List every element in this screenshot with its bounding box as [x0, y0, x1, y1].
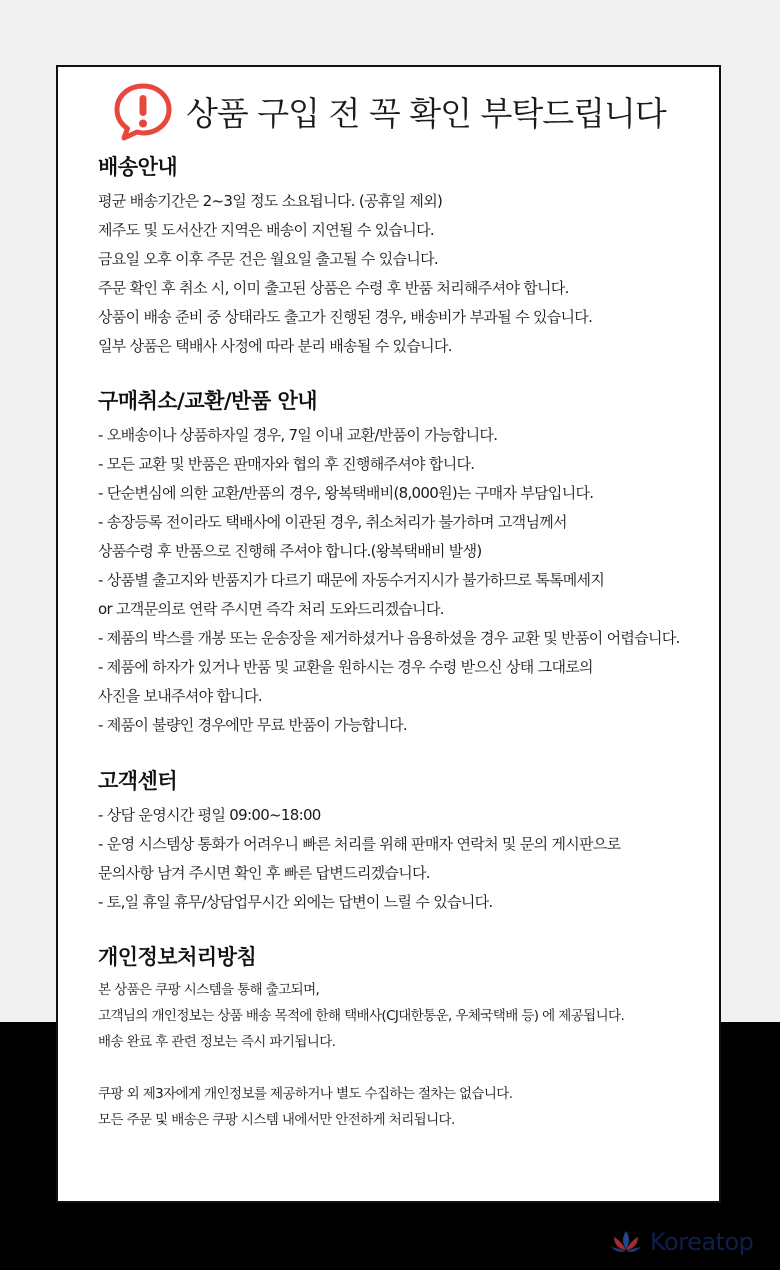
returns-line: - 모든 교환 및 반품은 판매자와 협의 후 진행해주셔야 합니다.	[98, 455, 475, 473]
shipping-heading: 배송안내	[98, 155, 178, 179]
alert-speech-bubble-icon	[112, 81, 174, 141]
returns-line: 사진을 보내주셔야 합니다.	[98, 687, 262, 705]
watermark-text: Koreatop	[650, 1228, 754, 1256]
support-heading: 고객센터	[98, 769, 178, 793]
support-line: - 토,일 휴일 휴무/상담업무시간 외에는 답변이 느릴 수 있습니다.	[98, 893, 493, 911]
returns-line: - 제품에 하자가 있거나 반품 및 교환을 원하시는 경우 수령 받으신 상태 그대로의	[98, 658, 593, 676]
paragraph-gap	[98, 1055, 728, 1081]
privacy-heading: 개인정보처리방침	[98, 945, 257, 969]
returns-line: - 송장등록 전이라도 택배사에 이관된 경우, 취소처리가 불가하며 고객님께서	[98, 513, 567, 531]
shipping-section	[98, 151, 728, 361]
privacy-line: 본 상품은 쿠팡 시스템을 통해 출고되며,	[98, 982, 320, 998]
support-line: 문의사항 남겨 주시면 확인 후 빠른 답변드리겠습니다.	[98, 864, 430, 882]
returns-line: - 제품이 불량인 경우에만 무료 반품이 가능합니다.	[98, 716, 407, 734]
shipping-line: 일부 상품은 택배사 사정에 따라 분리 배송될 수 있습니다.	[98, 337, 452, 355]
page-title: 상품 구입 전 꼭 확인 부탁드립니다	[186, 93, 666, 133]
support-line: - 운영 시스템상 통화가 어려우니 빠른 처리를 위해 판매자 연락처 및 문의 게시판으로	[98, 835, 621, 853]
notice-card	[56, 65, 721, 1203]
returns-heading: 구매취소/교환/반품 안내	[98, 389, 318, 413]
privacy-section	[98, 941, 728, 1133]
notice-header	[112, 81, 666, 141]
shipping-line: 평균 배송기간은 2~3일 정도 소요됩니다. (공휴일 제외)	[98, 192, 443, 210]
lotus-logo-icon	[608, 1229, 644, 1255]
returns-line: - 단순변심에 의한 교환/반품의 경우, 왕복택배비(8,000원)는 구매자 부담입니다.	[98, 484, 594, 502]
privacy-line: 모든 주문 및 배송은 쿠팡 시스템 내에서만 안전하게 처리됩니다.	[98, 1112, 455, 1128]
shipping-line: 주문 확인 후 취소 시, 이미 출고된 상품은 수령 후 반품 처리해주셔야 합니다.	[98, 279, 569, 297]
privacy-line: 고객님의 개인정보는 상품 배송 목적에 한해 택배사(CJ대한통운, 우체국택배 등) 에 제공됩니다.	[98, 1008, 625, 1024]
privacy-line: 쿠팡 외 제3자에게 개인정보를 제공하거나 별도 수집하는 절차는 없습니다.	[98, 1086, 513, 1102]
returns-line: - 제품의 박스를 개봉 또는 운송장을 제거하셨거나 음용하셨을 경우 교환 및 반품이 어렵습니다.	[98, 629, 680, 647]
support-line: - 상담 운영시간 평일 09:00~18:00	[98, 806, 321, 824]
support-section	[98, 765, 728, 917]
returns-line: 상품수령 후 반품으로 진행해 주셔야 합니다.(왕복택배비 발생)	[98, 542, 482, 560]
shipping-line: 금요일 오후 이후 주문 건은 월요일 출고될 수 있습니다.	[98, 250, 438, 268]
returns-line: - 상품별 출고지와 반품지가 다르기 때문에 자동수거지시가 불가하므로 톡톡메세지	[98, 571, 605, 589]
watermark	[608, 1228, 753, 1256]
privacy-line: 배송 완료 후 관련 정보는 즉시 파기됩니다.	[98, 1034, 336, 1050]
shipping-line: 제주도 및 도서산간 지역은 배송이 지연될 수 있습니다.	[98, 221, 434, 239]
returns-section	[98, 385, 728, 740]
returns-line: or 고객문의로 연락 주시면 즉각 처리 도와드리겠습니다.	[98, 600, 444, 618]
returns-line: - 오배송이나 상품하자일 경우, 7일 이내 교환/반품이 가능합니다.	[98, 426, 498, 444]
shipping-line: 상품이 배송 준비 중 상태라도 출고가 진행된 경우, 배송비가 부과될 수 있습니다.	[98, 308, 593, 326]
